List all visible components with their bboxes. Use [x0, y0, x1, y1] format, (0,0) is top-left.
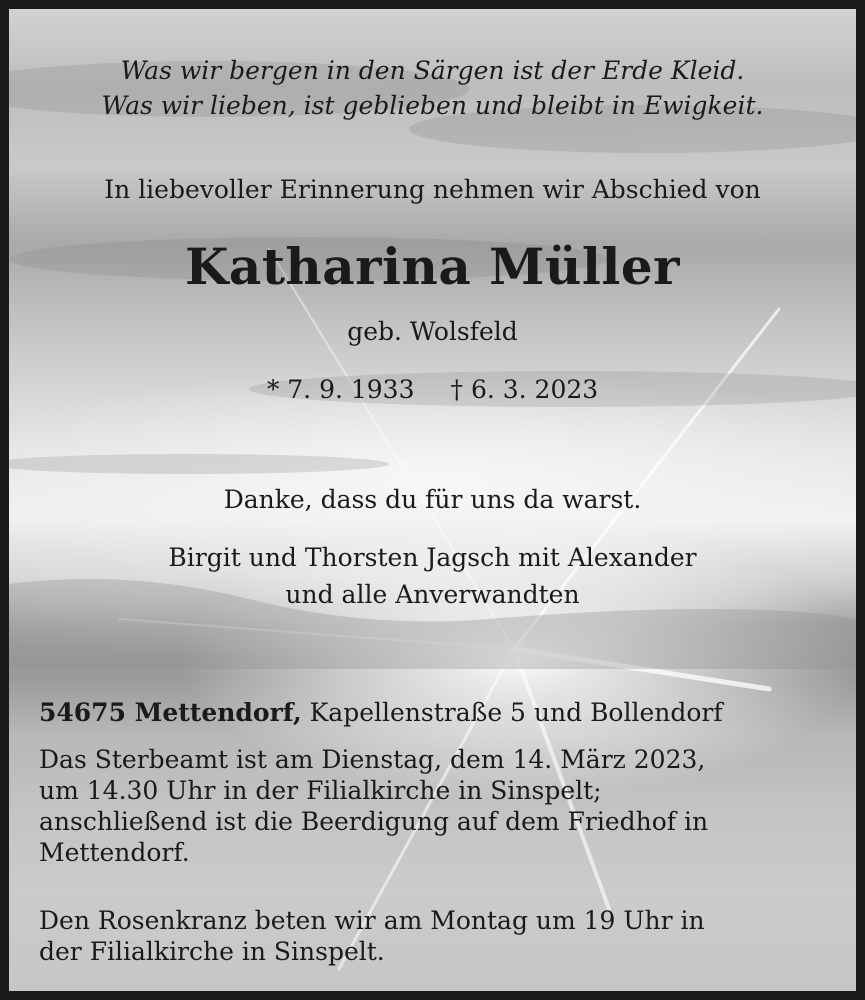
- deceased-name: Katharina Müller: [184, 237, 681, 296]
- motto-line-1: Was wir bergen in den Särgen ist der Erde Kleid.: [120, 56, 745, 85]
- birth-date: * 7. 9. 1933: [266, 375, 415, 404]
- service-line-4: Mettendorf.: [39, 838, 190, 867]
- rosary-line-2: der Filialkirche in Sinspelt.: [39, 937, 385, 966]
- thanks-text: Danke, dass du für uns da warst.: [223, 485, 642, 514]
- death-date: † 6. 3. 2023: [450, 375, 599, 404]
- address-line: [39, 697, 839, 728]
- address-street: Kapellenstraße 5 und Bollendorf: [301, 698, 723, 727]
- funeral-service-info: [39, 744, 839, 868]
- mourners-line-1: Birgit und Thorsten Jagsch mit Alexander: [168, 543, 697, 572]
- intro-text: In liebevoller Erinnerung nehmen wir Abschied von: [104, 175, 761, 204]
- motto-verse: [9, 53, 856, 123]
- service-line-1: Das Sterbeamt ist am Dienstag, dem 14. März 2023,: [39, 745, 706, 774]
- birth-name: geb. Wolsfeld: [347, 317, 518, 346]
- rosary-line-1: Den Rosenkranz beten wir am Montag um 19 Uhr in: [39, 906, 705, 935]
- rosary-info: [39, 905, 839, 967]
- life-dates: [9, 372, 856, 408]
- mourners-line-2: und alle Anverwandten: [285, 580, 580, 609]
- service-line-3: anschließend ist die Beerdigung auf dem Friedhof in: [39, 807, 709, 836]
- mourners: [9, 539, 856, 613]
- service-line-2: um 14.30 Uhr in der Filialkirche in Sinspelt;: [39, 776, 602, 805]
- address-place: 54675 Mettendorf,: [39, 698, 302, 727]
- motto-line-2: Was wir lieben, ist geblieben und bleibt in Ewigkeit.: [101, 91, 764, 120]
